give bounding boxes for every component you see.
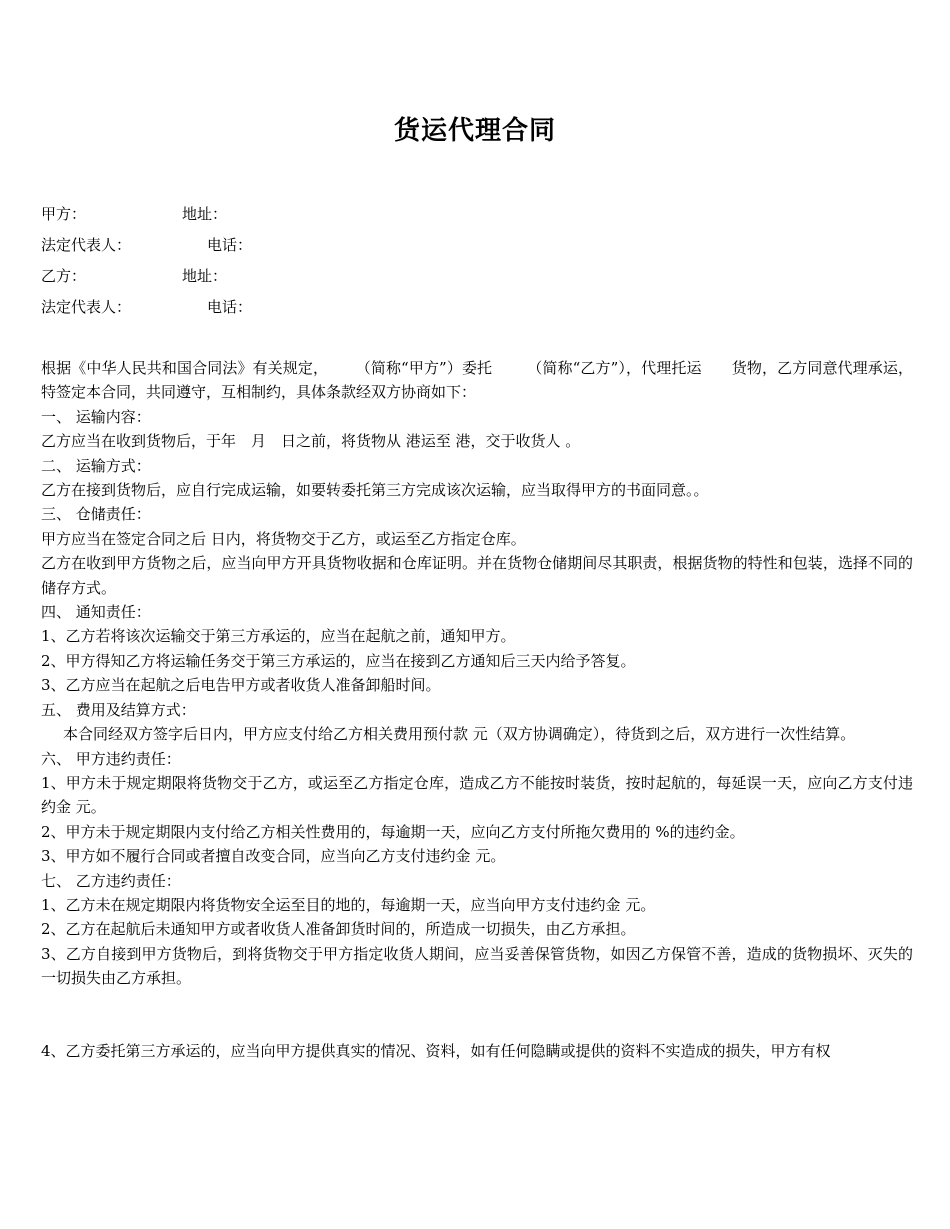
party-a-address-label: 地址： — [182, 205, 228, 223]
clause-paragraph: 乙方在收到甲方货物之后，应当向甲方开具货物收据和仓库证明。并在货物仓储期间尽其职责，根据货物的特性和包装，选择不同的储存方式。 — [41, 554, 913, 597]
party-b-rep-label: 法定代表人： — [41, 298, 132, 316]
section-heading: 四、 通知责任： — [41, 603, 151, 622]
section-heading: 六、 甲方违约责任： — [41, 749, 181, 768]
contract-body — [41, 356, 913, 1063]
section-heading: 五、 费用及结算方式： — [41, 700, 196, 719]
party-b-rep-row — [41, 293, 641, 324]
document-title: 货运代理合同 — [393, 116, 556, 146]
party-a-rep-row — [41, 231, 641, 262]
party-a-label: 甲方： — [41, 205, 87, 223]
clause-paragraph: 3、乙方自接到甲方货物后，到将货物交于甲方指定收货人期间，应当妥善保管货物，如因乙方保管不善，造成的货物损坏、灭失的一切损失由乙方承担。 — [41, 944, 913, 988]
party-b-phone-label: 电话： — [207, 298, 253, 316]
section-heading: 七、 乙方违约责任： — [41, 871, 181, 890]
party-a-phone-label: 电话： — [207, 236, 253, 254]
clause-paragraph: 4、乙方委托第三方承运的，应当向甲方提供真实的情况、资料，如有任何隐瞒或提供的资料不实造成的损失，甲方有权 — [41, 1041, 831, 1060]
section-heading: 二、 运输方式： — [41, 456, 151, 475]
paragraph-gap — [41, 991, 913, 1039]
clause-paragraph: 本合同经双方签字后日内，甲方应支付给乙方相关费用预付款 元（双方协调确定），待货到之后，双方进行一次性结算。 — [63, 725, 856, 744]
clause-paragraph: 2、甲方未于规定期限内支付给乙方相关性费用的，每逾期一天，应向乙方支付所拖欠费用的 %的违约金。 — [41, 822, 745, 841]
clause-paragraph: 1、乙方未在规定期限内将货物安全运至目的地的，每逾期一天，应当向甲方支付违约金 元。 — [41, 895, 656, 914]
preamble-paragraph: 根据《中华人民共和国合同法》有关规定， （简称“甲方”）委托 （简称“乙方”），代理托运 货物，乙方同意代理承运，特签定本合同，共同遵守，互相制约，具体条款经双方协商如下： — [41, 359, 913, 402]
party-b-address-label: 地址： — [182, 267, 228, 285]
parties-block — [41, 200, 641, 324]
section-heading: 三、 仓储责任： — [41, 505, 151, 524]
clause-paragraph: 乙方应当在收到货物后，于年 月 日之前，将货物从 港运至 港，交于收货人 。 — [41, 432, 581, 451]
clause-paragraph: 乙方在接到货物后，应自行完成运输，如要转委托第三方完成该次运输，应当取得甲方的书面同意。。 — [41, 481, 709, 500]
party-a-rep-label: 法定代表人： — [41, 236, 132, 254]
clause-paragraph: 1、乙方若将该次运输交于第三方承运的，应当在起航之前，通知甲方。 — [41, 627, 516, 646]
clause-paragraph: 2、甲方得知乙方将运输任务交于第三方承运的，应当在接到乙方通知后三天内给予答复。 — [41, 651, 636, 670]
clause-paragraph: 甲方应当在签定合同之后 日内，将货物交于乙方，或运至乙方指定仓库。 — [41, 529, 526, 548]
clause-paragraph: 3、乙方应当在起航之后电告甲方或者收货人准备卸船时间。 — [41, 676, 441, 695]
clause-paragraph: 3、甲方如不履行合同或者擅自改变合同，应当向乙方支付违约金 元。 — [41, 847, 506, 866]
section-heading: 一、 运输内容： — [41, 407, 151, 426]
party-b-label: 乙方： — [41, 267, 87, 285]
clause-paragraph: 2、乙方在起航后未通知甲方或者收货人准备卸货时间的，所造成一切损失，由乙方承担。 — [41, 920, 636, 939]
party-row-b — [41, 262, 641, 293]
clause-paragraph: 1、甲方未于规定期限将货物交于乙方，或运至乙方指定仓库，造成乙方不能按时装货，按时起航的，每延误一天，应向乙方支付违约金 元。 — [41, 773, 913, 817]
party-row-a — [41, 200, 641, 231]
